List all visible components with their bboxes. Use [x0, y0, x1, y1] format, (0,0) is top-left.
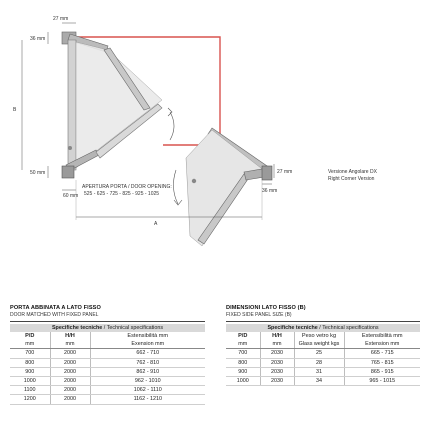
cell-ext: 665 - 715	[344, 349, 420, 358]
right-section-rule	[226, 321, 420, 322]
right-spec-table	[226, 324, 420, 386]
right-header-row	[226, 332, 420, 340]
cell-hh: 2000	[50, 358, 90, 367]
right-spec-band-bold: Specifiche tecniche	[267, 325, 318, 331]
right-header-weight: Peso vetro kg	[294, 332, 344, 340]
swing-arrow-right	[174, 200, 182, 205]
cell-pd: 1000	[10, 376, 50, 385]
table-row	[226, 358, 420, 367]
table-row	[226, 367, 420, 376]
cell-weight: 34	[294, 376, 344, 385]
cell-pd: 1000	[226, 376, 260, 385]
right-handle	[192, 179, 196, 183]
cell-ext: 662 - 710	[90, 349, 205, 358]
left-units-row	[10, 340, 205, 349]
left-spec-band-bold: Specifiche tecniche	[51, 325, 103, 331]
bottom-left-block	[62, 166, 74, 178]
cell-ext: 962 - 1010	[90, 376, 205, 385]
cell-pd: 700	[10, 349, 50, 358]
label-b: B	[13, 107, 17, 113]
table-row	[10, 386, 205, 395]
fixed-panel-left	[68, 40, 76, 170]
left-unit-pd: mm	[10, 340, 50, 349]
label-36mm-right: 36 mm	[262, 188, 278, 194]
version-note-it: Versione Angolare DX	[328, 169, 377, 175]
table-row	[226, 349, 420, 358]
left-unit-ext: Exension mm	[90, 340, 205, 349]
left-unit-hh: mm	[50, 340, 90, 349]
cell-ext: 762 - 810	[90, 358, 205, 367]
right-unit-weight: Glass weight kgs	[294, 340, 344, 349]
left-section-subtitle: DOOR MATCHED WITH FIXED PANEL	[10, 312, 99, 318]
table-row	[10, 358, 205, 367]
cell-pd: 1200	[10, 395, 50, 404]
right-section-subtitle: FIXED SIDE PANEL SIZE (B)	[226, 312, 292, 318]
cell-pd: 900	[10, 367, 50, 376]
swing-arc-right	[173, 170, 178, 204]
cell-hh: 2030	[260, 358, 294, 367]
table-row	[10, 367, 205, 376]
right-door-glass	[186, 130, 266, 246]
cell-pd: 900	[226, 367, 260, 376]
left-section-rule	[10, 321, 205, 322]
left-handle	[68, 146, 72, 150]
right-unit-ext: Extension mm	[344, 340, 420, 349]
cell-weight: 31	[294, 367, 344, 376]
label-27mm-top: 27 mm	[53, 16, 69, 22]
cell-ext: 865 - 915	[344, 367, 420, 376]
cell-hh: 2000	[50, 386, 90, 395]
left-header-row	[10, 332, 205, 340]
right-header-pd: P/D	[226, 332, 260, 340]
left-section-title: PORTA ABBINATA A LATO FISSO	[10, 305, 101, 311]
right-section-title: DIMENSIONI LATO FISSO (B)	[226, 305, 306, 311]
cell-hh: 2000	[50, 395, 90, 404]
left-spec-table	[10, 324, 205, 405]
right-header-hh: H/H	[260, 332, 294, 340]
right-unit-pd: mm	[226, 340, 260, 349]
table-row	[226, 376, 420, 385]
label-60mm: 60 mm	[63, 193, 79, 199]
label-a: A	[154, 221, 158, 227]
label-opening-values: 525 - 625 - 725 - 825 - 925 - 1025	[84, 191, 160, 197]
cell-hh: 2030	[260, 349, 294, 358]
left-header-pd: P/D	[10, 332, 50, 340]
cell-pd: 1100	[10, 386, 50, 395]
right-header-ext: Estensibilità mm	[361, 333, 403, 340]
table-row	[10, 349, 205, 358]
cell-hh: 2000	[50, 367, 90, 376]
label-36mm-top: 36 mm	[30, 36, 46, 42]
left-spec-band	[10, 324, 205, 332]
cell-pd: 800	[226, 358, 260, 367]
right-wall-block	[262, 166, 272, 180]
cell-weight: 28	[294, 358, 344, 367]
label-opening-title: APERTURA PORTA / DOOR OPENING:	[82, 184, 172, 190]
cell-hh: 2030	[260, 367, 294, 376]
right-spec-band-rest: / Technical specifications	[317, 325, 379, 331]
cell-ext: 765 - 815	[344, 358, 420, 367]
left-door-glass	[76, 42, 162, 168]
cell-hh: 2000	[50, 349, 90, 358]
left-header-hh: H/H	[50, 332, 90, 340]
right-spec-band	[226, 324, 420, 332]
table-row	[10, 395, 205, 404]
label-50mm: 50 mm	[30, 170, 46, 176]
cell-weight: 25	[294, 349, 344, 358]
left-header-ext: Estensibilità mm	[127, 333, 169, 340]
cell-pd: 700	[226, 349, 260, 358]
left-spec-band-rest: / Technical specifications	[102, 325, 164, 331]
table-row	[10, 376, 205, 385]
cell-ext: 1062 - 1110	[90, 386, 205, 395]
cell-ext: 965 - 1015	[344, 376, 420, 385]
cell-pd: 800	[10, 358, 50, 367]
right-unit-hh: mm	[260, 340, 294, 349]
cell-hh: 2030	[260, 376, 294, 385]
version-note-en: Right Corner Version	[328, 175, 375, 182]
swing-arc-left	[170, 112, 174, 140]
version-note	[328, 169, 377, 182]
cell-hh: 2000	[50, 376, 90, 385]
right-units-row	[226, 340, 420, 349]
cell-ext: 862 - 910	[90, 367, 205, 376]
label-27mm-right: 27 mm	[277, 169, 293, 175]
cell-ext: 1162 - 1210	[90, 395, 205, 404]
